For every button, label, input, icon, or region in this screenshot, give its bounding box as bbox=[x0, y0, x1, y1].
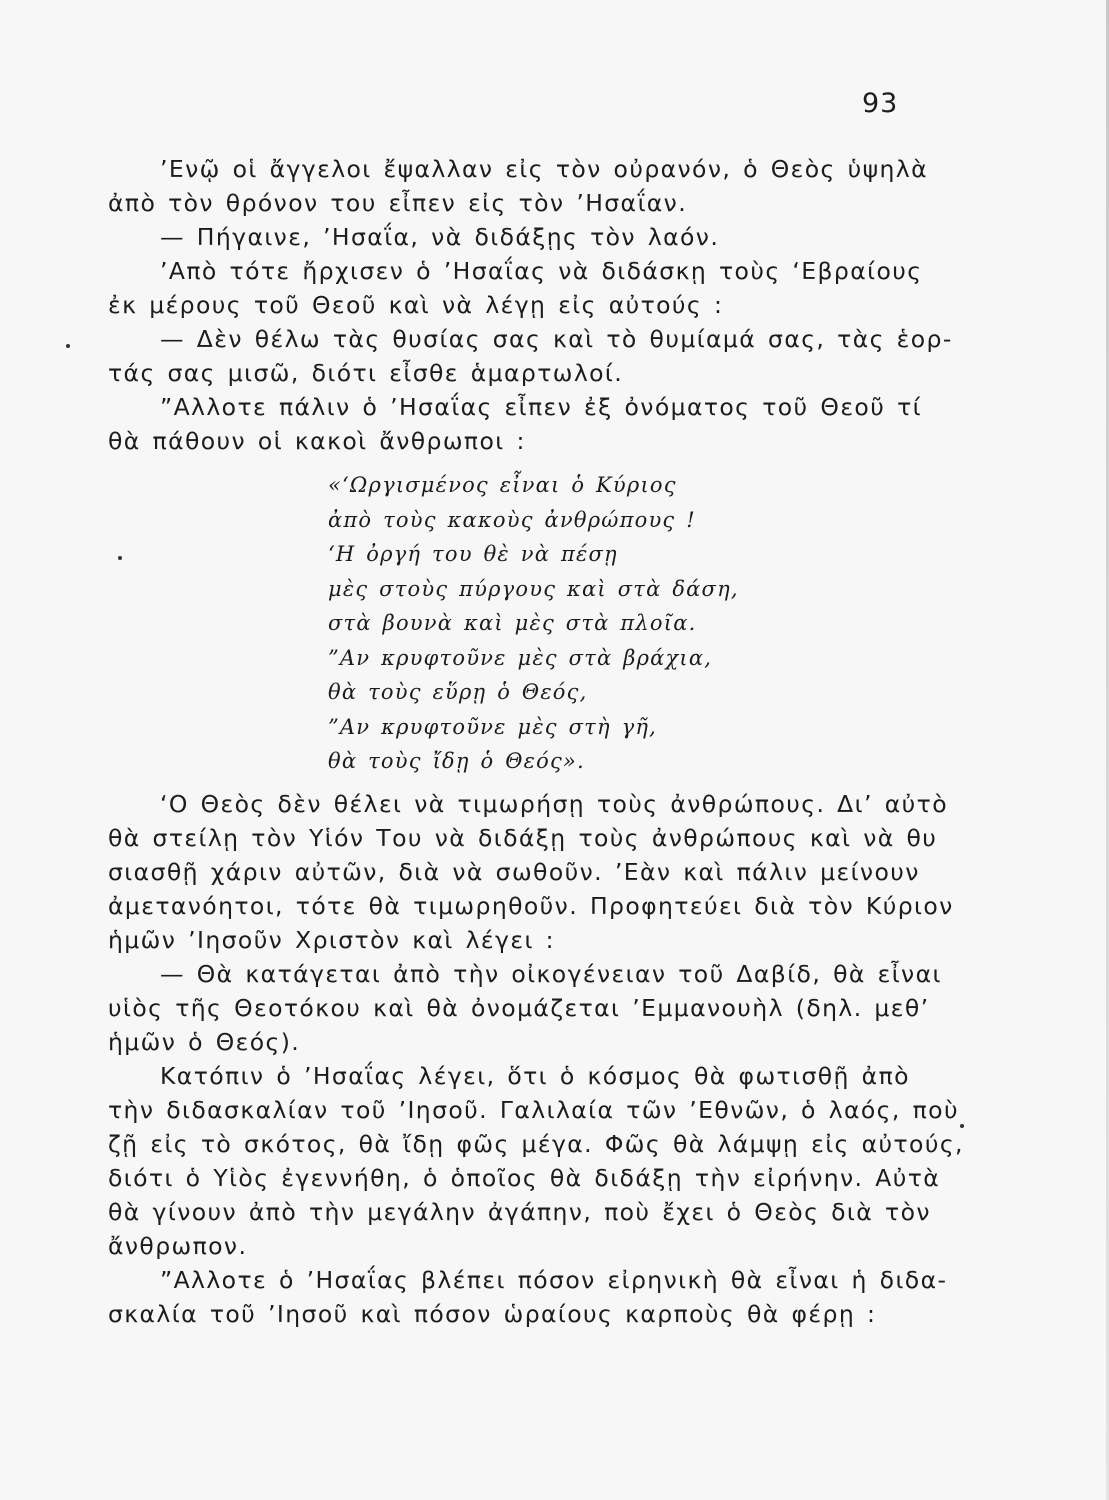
poem-line: μὲς στοὺς πύργους καὶ στὰ δάση, bbox=[328, 576, 739, 601]
text-line: ἡμῶν ’Ιησοῦν Χριστὸν καὶ λέγει : bbox=[108, 926, 555, 954]
text-line: υἱὸς τῆς Θεοτόκου καὶ θὰ ὀνομάζεται ’Εμμανουὴλ (δηλ. μεθ’ bbox=[108, 994, 930, 1022]
text-line: διότι ὁ Υἱὸς ἐγεννήθη, ὁ ὁποῖος θὰ διδάξῃ τὴν εἰρήνην. Αὐτὰ bbox=[108, 1164, 941, 1192]
text-line: ’Απὸ τότε ἤρχισεν ὁ ’Ησαΐας νὰ διδάσκῃ τοὺς ‘Εβραίους bbox=[160, 257, 923, 285]
text-line: ἀπὸ τὸν θρόνον του εἶπεν εἰς τὸν ’Ησαΐαν. bbox=[108, 189, 688, 217]
text-line: ἡμῶν ὁ Θεός). bbox=[108, 1028, 301, 1056]
text-line: σκαλία τοῦ ’Ιησοῦ καὶ πόσον ὡραίους καρποὺς θὰ φέρῃ : bbox=[108, 1300, 877, 1328]
poem-line: ἀπὸ τοὺς κακοὺς ἀνθρώπους ! bbox=[328, 507, 696, 532]
text-line: τάς σας μισῶ, διότι εἶσθε ἁμαρτωλοί. bbox=[108, 359, 624, 387]
text-line: ἄνθρωπον. bbox=[108, 1232, 248, 1260]
poem-line: θὰ τοὺς εὕρῃ ὁ Θεός, bbox=[328, 680, 588, 704]
text-line: ἐκ μέρους τοῦ Θεοῦ καὶ νὰ λέγῃ εἰς αὐτούς : bbox=[108, 291, 724, 319]
page-number: 93 bbox=[862, 88, 899, 119]
poem-line: ”Αν κρυφτοῦνε μὲς στὰ βράχια, bbox=[328, 645, 713, 670]
text-line: ”Αλλοτε πάλιν ὁ ’Ησαΐας εἶπεν ἐξ ὀνόματος τοῦ Θεοῦ τί bbox=[160, 393, 922, 421]
text-line: — Πήγαινε, ’Ησαΐα, νὰ διδάξῃς τὸν λαόν. bbox=[160, 223, 720, 251]
text-line: τὴν διδασκαλίαν τοῦ ’Ιησοῦ. Γαλιλαία τῶν ’Εθνῶν, ὁ λαός, ποὺ bbox=[108, 1096, 959, 1124]
scan-speck bbox=[960, 1124, 964, 1128]
poem-line: «‘Ωργισμένος εἶναι ὁ Κύριος bbox=[328, 473, 677, 497]
text-line: Κατόπιν ὁ ’Ησαΐας λέγει, ὅτι ὁ κόσμος θὰ φωτισθῇ ἀπὸ bbox=[160, 1062, 910, 1090]
scan-speck bbox=[118, 556, 122, 560]
poem-line: στὰ βουνὰ καὶ μὲς στὰ πλοῖα. bbox=[328, 611, 697, 635]
scan-speck bbox=[66, 344, 70, 348]
text-line: θὰ γίνουν ἀπὸ τὴν μεγάλην ἀγάπην, ποὺ ἔχει ὁ Θεὸς διὰ τὸν bbox=[108, 1198, 931, 1226]
text-line: — Θὰ κατάγεται ἀπὸ τὴν οἰκογένειαν τοῦ Δαβίδ, θὰ εἶναι bbox=[160, 960, 942, 988]
poem-quote bbox=[328, 468, 848, 779]
text-line: ζῇ εἰς τὸ σκότος, θὰ ἴδῃ φῶς μέγα. Φῶς θὰ λάμψῃ εἰς αὐτούς, bbox=[108, 1130, 964, 1158]
text-line: σιασθῇ χάριν αὐτῶν, διὰ νὰ σωθοῦν. ’Εὰν καὶ πάλιν μείνουν bbox=[108, 858, 920, 886]
text-line: θὰ πάθουν οἱ κακοὶ ἄνθρωποι : bbox=[108, 427, 526, 455]
text-line: — Δὲν θέλω τὰς θυσίας σας καὶ τὸ θυμίαμά σας, τὰς ἑορ- bbox=[160, 325, 953, 353]
poem-line: θὰ τοὺς ἴδῃ ὁ Θεός». bbox=[328, 749, 585, 773]
paragraph-block-bottom bbox=[108, 787, 964, 1331]
text-line: ”Αλλοτε ὁ ’Ησαΐας βλέπει πόσον εἰρηνικὴ θὰ εἶναι ἡ διδα- bbox=[160, 1266, 948, 1294]
text-line: ἀμετανόητοι, τότε θὰ τιμωρηθοῦν. Προφητεύει διὰ τὸν Κύριον bbox=[108, 892, 954, 920]
poem-line: ‘Η ὀργή του θὲ νὰ πέσῃ bbox=[328, 542, 618, 566]
text-line: ‘Ο Θεὸς δὲν θέλει νὰ τιμωρήσῃ τοὺς ἀνθρώπους. Δι’ αὐτὸ bbox=[160, 790, 948, 818]
text-line: ’Ενῷ οἱ ἄγγελοι ἔψαλλαν εἰς τὸν οὐρανόν, ὁ Θεὸς ὑψηλὰ bbox=[160, 155, 928, 183]
paragraph-block-top bbox=[108, 152, 953, 458]
poem-line: ”Αν κρυφτοῦνε μὲς στὴ γῆ, bbox=[328, 714, 658, 739]
text-line: θὰ στείλῃ τὸν Υἱόν Του νὰ διδάξῃ τοὺς ἀνθρώπους καὶ νὰ θυ bbox=[108, 824, 938, 852]
